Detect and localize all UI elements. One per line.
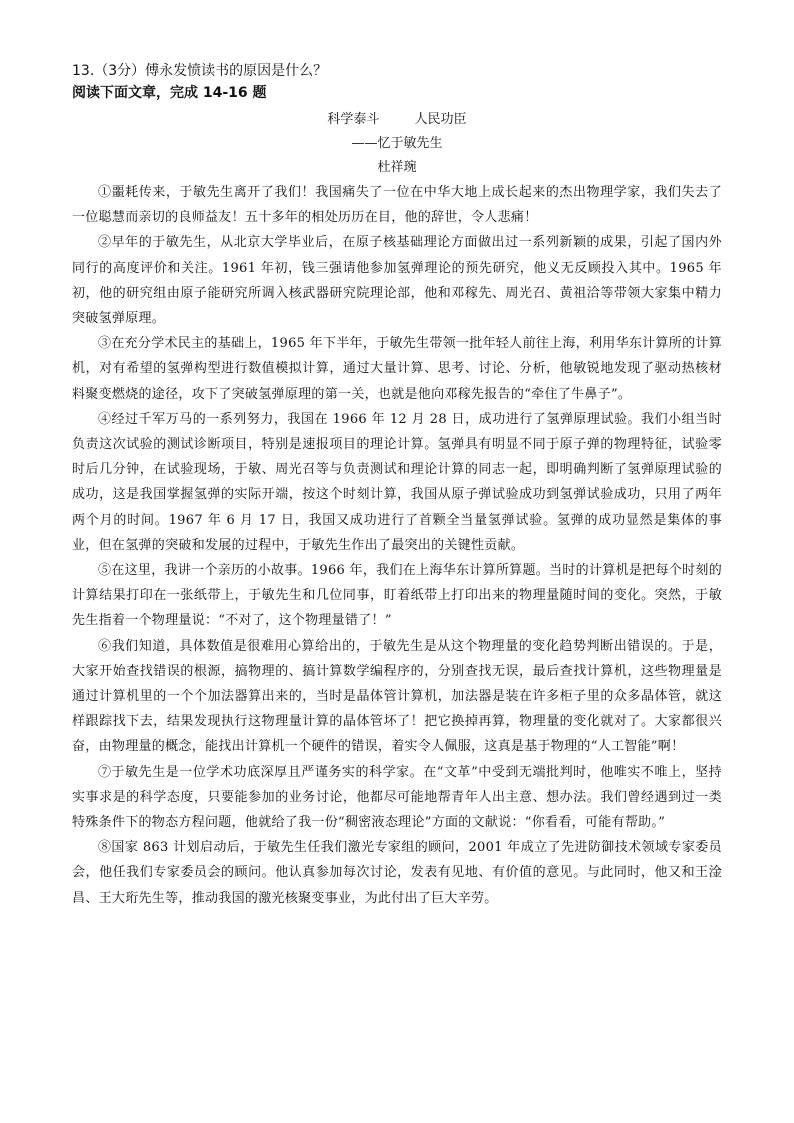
article: [72, 108, 722, 911]
article-paragraph: ⑧国家 863 计划启动后，于敏先生任我们激光专家组的顾问，2001 年成立了先进防御技术领域专家委员会，他任我们专家委员会的顾问。他认真参加每次讨论，发表有见地、有价值的意见。与此同时，他又和王淦昌、王大珩先生等，推动我国的激光核聚变事业，为此付出了巨大辛劳。: [72, 840, 722, 906]
article-paragraph: ②早年的于敏先生，从北京大学毕业后，在原子核基础理论方面做出过一系列新颖的成果，引起了国内外同行的高度评价和关注。1961 年初，钱三强请他参加氢弹理论的预先研究，他义无反顾投入其中。1965 年初，他的研究组由原子能研究所调入核武器研究院理论部，他和邓稼先、周光召、黄祖洽等带领大家集中精力突破氢弹原理。: [72, 235, 722, 327]
reading-instruction: 阅读下面文章，完成 14-16 题: [72, 85, 267, 101]
article-paragraph: ⑦于敏先生是一位学术功底深厚且严谨务实的科学家。在“文革”中受到无端批判时，他唯实不唯上，坚持实事求是的科学态度，只要能参加的业务讨论，他都尽可能地帮青年人出主意、想办法。我们曾经遇到过一类特殊条件下的物态方程问题，他就给了我一份“稠密液态理论”方面的文献说：“你看看，可能有帮助。”: [72, 764, 722, 831]
article-paragraph: ⑥我们知道，具体数值是很难用心算给出的，于敏先生是从这个物理量的变化趋势判断出错误的。于是，大家开始查找错误的根源，搞物理的、搞计算数学编程序的，分别查找无误，最后查找计算机，这些物理量是通过计算机里的一个个加法器算出来的，当时是晶体管计算机，加法器是装在许多柜子里的众多晶体管，就这样跟踪找下去，结果发现执行这物理量计算的晶体管坏了！把它换掉再算，物理量的变化就对了。大家都很兴奋，由物理量的概念，能找出计算机一个硬件的错误，着实令人佩服，这真是基于物理的“人工智能”啊！: [72, 638, 722, 755]
article-paragraph: ④经过千军万马的一系列努力，我国在 1966 年 12 月 28 日，成功进行了氢弹原理试验。我们小组当时负责这次试验的测试诊断项目，特别是速报项目的理论计算。氢弹具有明显不同于原子弹的物理特征，试验零时后几分钟，在试验现场，于敏、周光召等与负责测试和理论计算的同志一起，即明确判断了氢弹原理试验的成功，这是我国掌握氢弹的实际开端，按这个时刻计算，我国从原子弹试验成功到氢弹试验成功，只用了两年两个月的时间。1967 年 6 月 17 日，我国又成功进行了首颗全当量氢弹试验。氢弹的成功显然是集体的事业，但在氢弹的突破和发展的过程中，于敏先生作出了最突出的关键性贡献。: [72, 411, 722, 553]
article-author: 杜祥琬: [377, 160, 417, 175]
article-paragraph: ③在充分学术民主的基础上，1965 年下半年，于敏先生带领一批年轻人前往上海，利用华东计算所的计算机，对有希望的氢弹构型进行数值模拟计算，通过大量计算、思考、讨论、分析，他敏锐地发现了驱动热核材料聚变燃烧的途径，攻下了突破氢弹原理的第一关，也就是他向邓稼先报告的“牵住了牛鼻子”。: [72, 336, 722, 402]
document-page: [72, 60, 722, 911]
article-paragraph: ⑤在这里，我讲一个亲历的小故事。1966 年，我们在上海华东计算所算题。当时的计算机是把每个时刻的计算结果打印在一张纸带上，于敏先生和几位同事，盯着纸带上打印出来的物理量随时间的变化。突然，于敏先生指着一个物理量说：“不对了，这个物理量错了！”: [72, 563, 722, 629]
article-title: 科学泰斗 人民功臣: [327, 112, 467, 127]
article-paragraph: ①噩耗传来，于敏先生离开了我们！我国痛失了一位在中华大地上成长起来的杰出物理学家，我们失去了一位聪慧而亲切的良师益友！五十多年的相处历历在目，他的辞世，令人悲痛！: [72, 185, 722, 226]
article-subtitle: ——忆于敏先生: [351, 136, 443, 151]
question-13: 13.（3分）傅永发愤读书的原因是什么？: [72, 63, 328, 79]
